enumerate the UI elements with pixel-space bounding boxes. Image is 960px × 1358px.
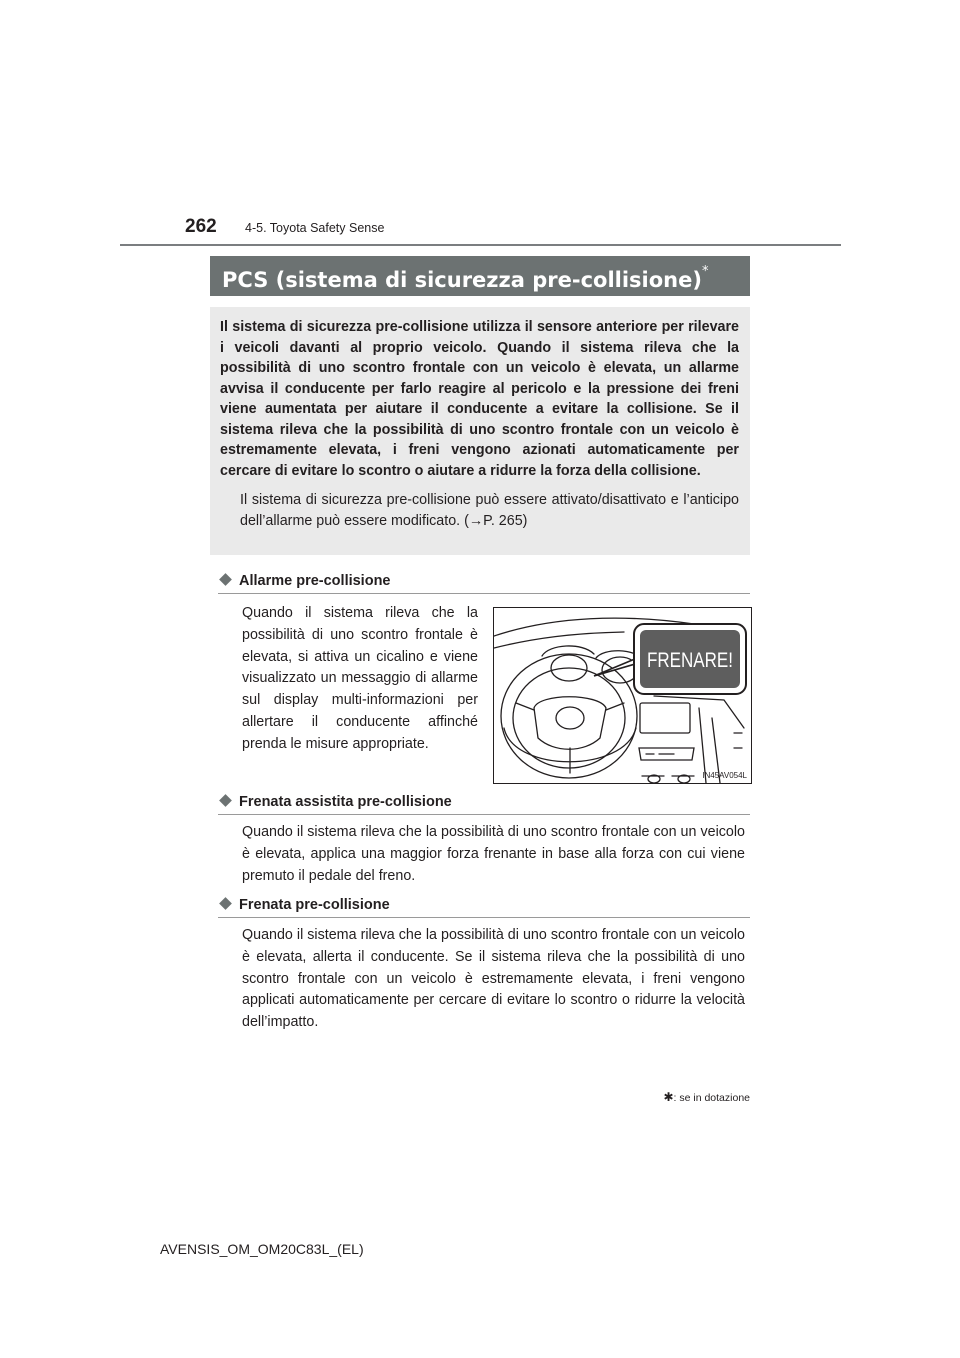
asterisk-icon: ✱ — [663, 1090, 674, 1104]
diamond-bullet-icon — [219, 794, 232, 807]
figure-code: IN45AV054L — [702, 771, 747, 780]
section-reference: 4-5. Toyota Safety Sense — [245, 221, 385, 235]
footnote — [663, 1090, 750, 1104]
frenare-warning-message: FRENARE! — [647, 649, 733, 672]
section-heading-pre-collision-brake-assist — [218, 792, 750, 815]
section-heading-text: Frenata pre-collisione — [239, 897, 390, 913]
intro-box — [210, 307, 750, 555]
figure-dashboard-warning — [493, 607, 752, 784]
page-title-text: PCS (sistema di sicurezza pre-collisione) — [222, 268, 702, 292]
section-text-pre-collision-braking: Quando il sistema rileva che la possibilità di uno scontro frontale con un veicolo è elevata, allerta il conducente. Se il sistema rileva che la possibilità di uno scontro frontale con un veicolo è estremamente elevata, i freni vengono applicati automaticamente per cercare di evitare lo scontro o ridurre la velocità dell’impatto. — [242, 927, 745, 1031]
dashboard-illustration — [494, 608, 751, 783]
header-rule — [120, 244, 841, 246]
section-heading-text: Allarme pre-collisione — [239, 573, 391, 589]
document-id: AVENSIS_OM_OM20C83L_(EL) — [160, 1241, 364, 1257]
section-text-pre-collision-warning: Quando il sistema rileva che la possibilità di uno scontro frontale è elevata, si attiva un cicalino e viene visualizzato un messaggio di allarme sul display multi-informazioni per allertare il conducente affinché prenda le misure appropriate. — [242, 605, 478, 752]
diamond-bullet-icon — [219, 897, 232, 910]
footnote-text: : se in dotazione — [673, 1092, 750, 1104]
page-number: 262 — [185, 216, 217, 237]
intro-normal-text: Il sistema di sicurezza pre-collisione può essere attivato/disattivato e l’anticipo dell’allarme può essere modificato. (→P. 265) — [240, 492, 739, 529]
diamond-bullet-icon — [219, 573, 232, 586]
section-heading-pre-collision-warning — [218, 571, 750, 594]
intro-bold-text: Il sistema di sicurezza pre-collisione utilizza il sensore anteriore per rilevare i veicoli davanti al proprio veicolo. Quando il sistema rileva che la possibilità di uno scontro frontale con un veicolo è elevata, un allarme avvisa il conducente per farlo reagire al pericolo e la pressione dei freni viene aumentata per aiutare il conducente a evitare la collisione. Se il sistema rileva che la possibilità di uno scontro frontale con un veicolo è estremamente elevata, i freni vengono azionati automaticamente per cercare di evitare lo scontro o aiutare a ridurre la forza della collisione. — [220, 319, 739, 479]
section-heading-text: Frenata assistita pre-collisione — [239, 794, 452, 810]
section-text-pre-collision-brake-assist: Quando il sistema rileva che la possibilità di uno scontro frontale con un veicolo è elevata, applica una maggior forza frenante in base alla forza con cui viene premuto il pedale del freno. — [242, 824, 745, 884]
availability-marker: * — [701, 264, 709, 279]
section-heading-pre-collision-braking — [218, 895, 750, 918]
page-title — [210, 256, 750, 296]
